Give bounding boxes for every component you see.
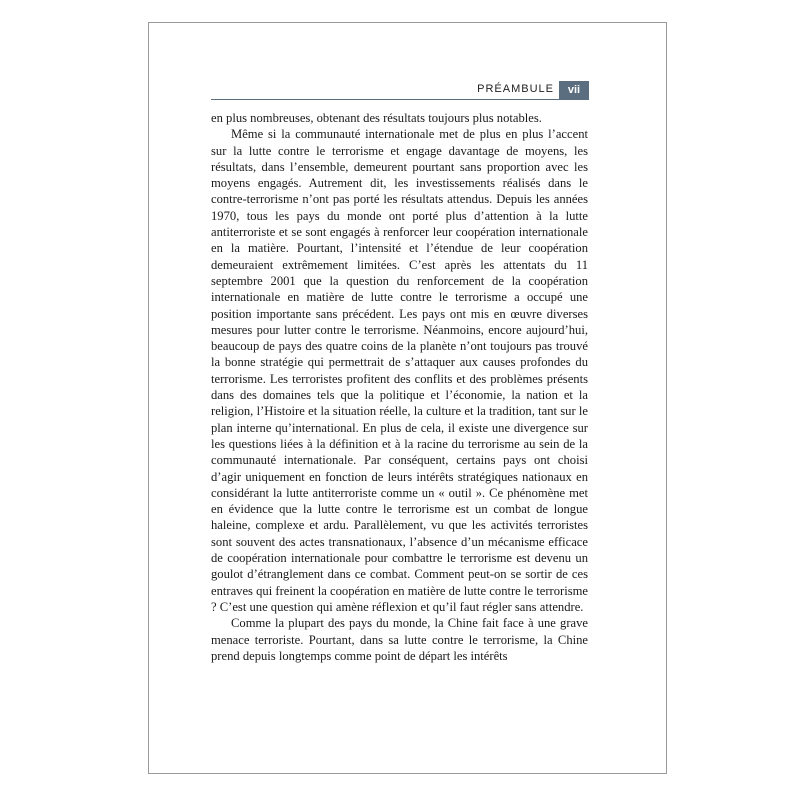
section-title: PRÉAMBULE bbox=[477, 83, 554, 95]
paragraph: Comme la plupart des pays du monde, la Chine fait face à une grave menace terroriste. Pourtant, dans sa lutte contre le terrorisme, la Chine prend depuis longtemps comme point de départ les intérêts bbox=[211, 616, 588, 663]
body-text bbox=[211, 110, 588, 664]
paragraph-continued: en plus nombreuses, obtenant des résultats toujours plus notables. bbox=[211, 111, 542, 125]
page-number-badge: vii bbox=[559, 81, 589, 99]
book-page bbox=[148, 22, 667, 774]
running-header bbox=[149, 81, 666, 101]
paragraph: Même si la communauté internationale met de plus en plus l’accent sur la lutte contre le terrorisme et engage davantage de moyens, les résultats, dans l’ensemble, demeurent pourtant sans proportion avec les moyens engagés. Autrement dit, les investissements réalisés dans le contre-terrorisme n’ont pas porté les résultats attendus. Depuis les années 1970, tous les pays du monde ont porté plus d’attention à la lutte antiterroriste et se sont engagés à renforcer leur coopération internationale en la matière. Pourtant, l’intensité et l’étendue de leur coopération demeuraient extrêmement limitées. C’est après les attentats du 11 septembre 2001 que la question du renforcement de la coopération internationale en matière de lutte contre le terrorisme a occupé une position importante sans précédent. Les pays ont mis en œuvre diverses mesures pour lutter contre le terrorisme. Néanmoins, encore aujourd’hui, beaucoup de pays des quatre coins de la planète n’ont toujours pas trouvé la bonne stratégie qui permettrait de s’attaquer aux causes profondes du terrorisme. Les terroristes profitent des conflits et des problèmes présents dans des domaines tels que la politique et l’économie, la nation et la religion, l’Histoire et la situation réelle, la culture et la tradition, tant sur le plan interne qu’international. En plus de cela, il existe une divergence sur les questions liées à la définition et à la racine du terrorisme au sein de la communauté internationale. Par conséquent, certains pays ont choisi d’agir uniquement en fonction de leurs intérêts stratégiques nationaux en considérant la lutte antiterroriste comme un « outil ». Ce phénomène met en évidence que la lutte contre le terrorisme est un combat de longue haleine, complexe et ardu. Parallèlement, vu que les activités terroristes sont souvent des actes transnationaux, l’absence d’un mécanisme efficace de coopération internationale pour combattre le terrorisme est devenu un goulot d’étranglement dans ce combat. Comment peut-on se sortir de ces entraves qui freinent la coopération en matière de lutte contre le terrorisme ? C’est une question qui amène réflexion et qu’il faut régler sans attendre. bbox=[211, 127, 588, 614]
header-rule bbox=[211, 99, 589, 100]
